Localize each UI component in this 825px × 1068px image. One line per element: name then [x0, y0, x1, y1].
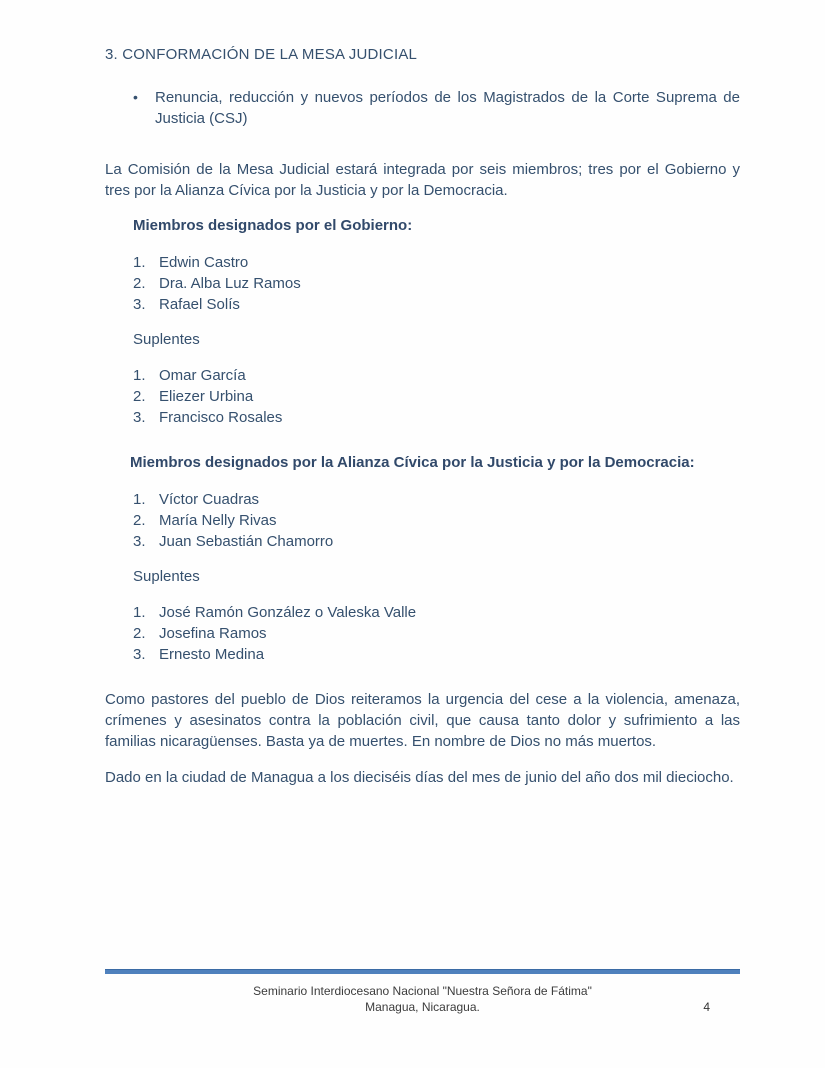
page-footer [105, 969, 740, 1015]
footer-line-1: Seminario Interdiocesano Nacional "Nuestra Señora de Fátima" [253, 984, 592, 998]
list-item: José Ramón González o Valeska Valle [159, 604, 417, 621]
alianza-suplentes-list [105, 602, 740, 665]
list-item: Josefina Ramos [159, 625, 267, 642]
dateline-paragraph: Dado en la ciudad de Managua a los dieciséis días del mes de junio del año dos mil dieciocho. [105, 769, 734, 786]
closing-paragraph: Como pastores del pueblo de Dios reiteramos la urgencia del cese a la violencia, amenaza, crímenes y asesinatos contra la población civil, que causa tanto dolor y sufrimiento a las familias nicaragüenses. Basta ya de muertes. En nombre de Dios no más muertos. [105, 691, 740, 750]
footer-text [105, 983, 740, 1015]
list-item: Rafael Solís [159, 296, 240, 313]
list-item: Francisco Rosales [159, 409, 283, 426]
gobierno-members-list [105, 252, 740, 315]
bullet-icon: • [133, 89, 138, 105]
list-item: Víctor Cuadras [159, 491, 260, 508]
suplentes-label: Suplentes [133, 568, 200, 585]
list-item: Edwin Castro [159, 254, 249, 271]
gobierno-suplentes-list [105, 365, 740, 428]
subheading-alianza: Miembros designados por la Alianza Cívica por la Justicia y por la Democracia: [130, 454, 695, 471]
page-number: 4 [703, 1000, 710, 1014]
list-item: Juan Sebastián Chamorro [159, 533, 334, 550]
list-item: Ernesto Medina [159, 646, 265, 663]
footer-divider [105, 969, 740, 974]
list-item: Eliezer Urbina [159, 388, 254, 405]
intro-paragraph: La Comisión de la Mesa Judicial estará integrada por seis miembros; tres por el Gobierno y tres por la Alianza Cívica por la Justicia y por la Democracia. [105, 161, 740, 199]
list-item: Dra. Alba Luz Ramos [159, 275, 301, 292]
suplentes-label: Suplentes [133, 331, 200, 348]
bullet-list-item [105, 87, 740, 129]
alianza-members-list [105, 489, 740, 552]
section-heading: 3. CONFORMACIÓN DE LA MESA JUDICIAL [105, 46, 418, 63]
list-item: María Nelly Rivas [159, 512, 277, 529]
list-item: Omar García [159, 367, 246, 384]
subheading-gobierno: Miembros designados por el Gobierno: [133, 217, 413, 234]
footer-line-2: Managua, Nicaragua. [365, 1000, 480, 1014]
bullet-item-text: Renuncia, reducción y nuevos períodos de los Magistrados de la Corte Suprema de Justicia (CSJ) [155, 89, 740, 127]
